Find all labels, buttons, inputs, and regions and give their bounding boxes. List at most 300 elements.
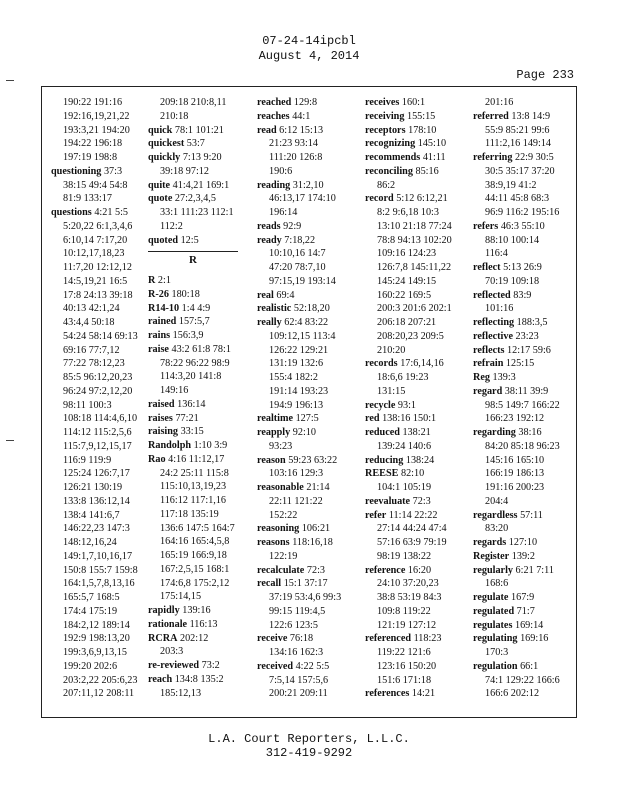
index-entry: [257, 137, 364, 151]
index-word: re-reviewed: [148, 660, 200, 671]
index-word: records: [365, 358, 398, 370]
page-line-refs: 109:12,15 113:4: [269, 330, 336, 342]
page-line-refs: 145:10: [417, 138, 447, 150]
index-word: ready: [257, 234, 282, 246]
index-column-3: [257, 96, 364, 701]
index-word: receiving: [365, 110, 405, 122]
index-entry: [51, 110, 158, 124]
index-entry: [51, 385, 158, 399]
word-index: [41, 96, 577, 714]
index-entry: [365, 137, 472, 151]
index-word: reasoning: [257, 523, 300, 535]
index-entry: [51, 481, 158, 495]
index-entry: [365, 302, 472, 316]
index-entry: [148, 96, 255, 110]
index-entry: [148, 412, 255, 426]
index-entry: [365, 674, 472, 688]
index-entry: [257, 550, 364, 564]
page-line-refs: 53:7: [186, 138, 205, 150]
page-line-refs: 57:16 63:9 79:19: [377, 537, 447, 548]
page-line-refs: 1:10 3:9: [193, 440, 228, 451]
page-line-refs: 116:13: [189, 618, 218, 630]
page-line-refs: 184:2,12 189:14: [63, 619, 130, 631]
index-entry: [473, 316, 580, 330]
page-line-refs: 1:4 4:9: [181, 302, 211, 314]
index-word: reasons: [257, 537, 290, 548]
index-entry: [51, 302, 158, 316]
index-entry: [365, 660, 472, 674]
index-word: referring: [473, 152, 513, 163]
page-line-refs: 138:21: [402, 427, 431, 438]
index-entry: [148, 535, 255, 549]
page-line-refs: 191:14 193:23: [269, 385, 329, 397]
page-line-refs: 190:22 191:16: [63, 97, 123, 108]
page-line-refs: 139:16: [182, 605, 211, 616]
index-entry: [51, 192, 158, 206]
page-line-refs: 156:3,9: [172, 330, 204, 341]
index-entry: [257, 316, 364, 330]
page-line-refs: 30:5 35:17 37:20: [485, 165, 555, 177]
page-line-refs: 115:10,13,19,23: [160, 481, 227, 493]
index-entry: [257, 330, 364, 344]
page-line-refs: 166:6 202:12: [485, 688, 540, 700]
index-word: recycle: [365, 399, 396, 411]
index-entry: [365, 247, 472, 261]
index-word: R-26: [148, 288, 169, 300]
page-line-refs: 10:10,16 14:7: [269, 248, 326, 260]
index-entry: [257, 619, 364, 633]
index-word: record: [365, 193, 394, 205]
index-word: recalculate: [257, 564, 305, 576]
index-entry: [148, 563, 255, 577]
page-line-refs: 23:23: [515, 330, 539, 342]
page-line-refs: 199:20 202:6: [63, 660, 118, 672]
section-letter: R: [148, 251, 238, 268]
page-line-refs: 22:11 121:22: [269, 495, 323, 507]
index-entry: [148, 508, 255, 522]
index-entry: [473, 440, 580, 454]
index-entry: [51, 495, 158, 509]
index-entry: [148, 220, 255, 234]
page-line-refs: 136:6 147:5 164:7: [160, 522, 235, 534]
page-line-refs: 149:1,7,10,16,17: [63, 550, 133, 562]
page-line-refs: 33:1 111:23 112:1: [160, 207, 234, 218]
page-line-refs: 6:10,14 7:17,20: [63, 234, 128, 246]
index-entry: [365, 124, 472, 138]
page-line-refs: 44:1: [292, 110, 311, 122]
page-line-refs: 134:8 135:2: [174, 673, 224, 685]
index-entry: [51, 646, 158, 660]
index-entry: [257, 234, 364, 248]
index-word: regulate: [473, 592, 509, 603]
page-line-refs: 88:10 100:14: [485, 234, 540, 246]
index-entry: [473, 302, 580, 316]
page-line-refs: 97:15,19 193:14: [269, 275, 336, 287]
index-entry: [148, 137, 255, 151]
index-word: regarding: [473, 427, 516, 438]
index-entry: [473, 275, 580, 289]
index-word: rationale: [148, 618, 188, 630]
index-entry: [257, 536, 364, 550]
index-word: realtime: [257, 413, 294, 425]
index-entry: [257, 674, 364, 688]
index-entry: [257, 371, 364, 385]
index-word: regularly: [473, 564, 513, 576]
index-entry: [51, 344, 158, 358]
index-word: regulated: [473, 605, 515, 617]
page-line-refs: 203:2,22 205:6,23: [63, 674, 138, 686]
index-word: R: [148, 275, 156, 286]
page-line-refs: 118:16,18: [292, 537, 333, 548]
page-line-refs: 126:7,8 145:11,22: [377, 262, 452, 273]
index-word: reapply: [257, 427, 291, 438]
index-entry: [365, 192, 472, 206]
index-entry: [365, 371, 472, 385]
index-entry: [257, 399, 364, 413]
page-line-refs: 27:2,3,4,5: [174, 193, 216, 205]
index-word: rains: [148, 330, 171, 341]
index-entry: [148, 179, 255, 193]
index-entry: [257, 165, 364, 179]
index-entry: [148, 425, 255, 439]
index-entry: [473, 357, 580, 371]
page-line-refs: 92:9: [283, 220, 302, 232]
index-word: read: [257, 124, 277, 136]
page-line-refs: 85:16: [415, 165, 439, 177]
page-line-refs: 126:21 130:19: [63, 482, 123, 493]
index-column-5: [473, 96, 580, 701]
index-word: R14-10: [148, 302, 180, 314]
page-line-refs: 166:19 186:13: [485, 468, 545, 480]
index-entry: [257, 495, 364, 509]
page-number: Page 233: [516, 68, 574, 82]
page-line-refs: 190:6: [269, 165, 293, 177]
index-entry: [257, 577, 364, 591]
index-entry: [148, 522, 255, 536]
index-entry: [473, 179, 580, 193]
page-line-refs: 116:12 117:1,16: [160, 495, 227, 506]
index-entry: [365, 261, 472, 275]
page-line-refs: 112:2: [160, 220, 183, 232]
index-word: quite: [148, 179, 171, 191]
page-line-refs: 46:3 55:10: [500, 220, 545, 232]
page-line-refs: 38:15 49:4 54:8: [63, 179, 128, 191]
index-entry: [148, 590, 255, 604]
page-line-refs: 122:6 123:5: [269, 619, 318, 631]
index-entry: [365, 564, 472, 578]
index-entry: [148, 124, 255, 138]
index-entry: [365, 632, 472, 646]
page-line-refs: 106:21: [301, 523, 331, 535]
index-entry: [257, 151, 364, 165]
index-entry: [365, 96, 472, 110]
index-word: regulating: [473, 633, 518, 645]
index-entry: [51, 591, 158, 605]
page-line-refs: 188:3,5: [516, 317, 548, 328]
index-entry: [473, 289, 580, 303]
index-entry: [51, 220, 158, 234]
index-word: quote: [148, 193, 173, 205]
page-line-refs: 165:19 166:9,18: [160, 550, 227, 561]
index-word: reflect: [473, 262, 501, 273]
page-line-refs: 138:24: [405, 454, 435, 466]
index-word: receptors: [365, 124, 406, 136]
index-entry: [257, 440, 364, 454]
page-line-refs: 71:7: [516, 605, 535, 617]
index-entry: [51, 137, 158, 151]
index-word: reaches: [257, 110, 290, 122]
page-line-refs: 197:19 198:8: [63, 152, 118, 163]
index-entry: [257, 632, 364, 646]
index-word: quickest: [148, 138, 185, 150]
page-line-refs: 185:12,13: [160, 687, 202, 699]
index-entry: [148, 632, 255, 646]
page-line-refs: 6:21 7:11: [515, 564, 554, 576]
index-entry: [473, 509, 580, 523]
index-entry: [51, 165, 158, 179]
page-line-refs: 170:3: [485, 647, 509, 658]
index-word: Register: [473, 550, 510, 562]
index-entry: [148, 384, 255, 398]
index-entry: [257, 179, 364, 193]
page-line-refs: 109:16 124:23: [377, 248, 437, 260]
index-entry: [257, 426, 364, 440]
page-line-refs: 41:11: [422, 152, 446, 163]
index-word: refrain: [473, 358, 504, 370]
index-word: reached: [257, 97, 292, 108]
index-entry: [473, 151, 580, 165]
page-line-refs: 104:1 105:19: [377, 482, 432, 493]
index-column-1: [51, 96, 158, 701]
index-entry: [473, 165, 580, 179]
page-line-refs: 174:4 175:19: [63, 605, 118, 617]
index-entry: [473, 674, 580, 688]
index-word: RCRA: [148, 632, 178, 644]
page-line-refs: 86:2: [377, 179, 396, 191]
page-line-refs: 155:4 182:2: [269, 372, 318, 383]
index-entry: [473, 137, 580, 151]
index-entry: [473, 619, 580, 633]
page-line-refs: 22:9 30:5: [514, 152, 554, 163]
index-entry: [473, 522, 580, 536]
page-line-refs: 83:20: [485, 523, 509, 535]
index-entry: [148, 302, 255, 316]
page-line-refs: 109:8 119:22: [377, 605, 431, 617]
index-entry: [148, 618, 255, 632]
index-entry: [51, 289, 158, 303]
index-entry: [473, 632, 580, 646]
page-line-refs: 14:21: [411, 688, 436, 700]
index-entry: [257, 454, 364, 468]
page-line-refs: 126:22 129:21: [269, 344, 329, 356]
page-line-refs: 115:7,9,12,15,17: [63, 440, 132, 452]
index-entry: [365, 481, 472, 495]
index-entry: [257, 124, 364, 138]
index-entry: [148, 659, 255, 673]
page-line-refs: 117:18 135:19: [160, 508, 219, 520]
page-line-refs: 24:2 25:11 115:8: [160, 467, 229, 479]
page-line-refs: 127:5: [295, 413, 319, 425]
index-entry: [51, 577, 158, 591]
page-line-refs: 111:20 126:8: [269, 152, 323, 163]
index-entry: [51, 467, 158, 481]
index-entry: [148, 315, 255, 329]
page-line-refs: 77:22 78:12,23: [63, 358, 125, 370]
index-word: reflective: [473, 330, 513, 342]
index-entry: [473, 481, 580, 495]
page-line-refs: 149:16: [160, 385, 189, 396]
page-line-refs: 129:8: [293, 97, 318, 108]
index-word: reading: [257, 179, 291, 191]
index-word: referenced: [365, 633, 412, 645]
index-entry: [148, 234, 255, 248]
page-line-refs: 169:16: [520, 633, 549, 645]
index-entry: [365, 385, 472, 399]
index-word: refers: [473, 220, 499, 232]
page-line-refs: 121:19 127:12: [377, 619, 437, 631]
index-entry: [51, 536, 158, 550]
index-entry: [51, 316, 158, 330]
index-word: refer: [365, 509, 387, 521]
page-line-refs: 74:1 129:22 166:6: [485, 674, 560, 686]
index-entry: [257, 412, 364, 426]
index-entry: [473, 220, 580, 234]
index-word: rained: [148, 316, 177, 328]
index-word: reduced: [365, 427, 400, 438]
index-entry: [365, 509, 472, 523]
index-word: reevaluate: [365, 495, 411, 507]
index-entry: [473, 536, 580, 550]
page-line-refs: 206:18 207:21: [377, 317, 437, 328]
page-line-refs: 31:2,10: [292, 179, 324, 191]
page-line-refs: 37:19 53:4,6 99:3: [269, 592, 342, 603]
page-line-refs: 210:20: [377, 344, 406, 356]
index-entry: [51, 234, 158, 248]
index-entry: [51, 619, 158, 633]
page-line-refs: 4:16 11:12,17: [168, 453, 225, 465]
page-line-refs: 13:8 14:9: [511, 110, 551, 122]
index-entry: [365, 206, 472, 220]
index-entry: [51, 674, 158, 688]
page-line-refs: 98:11 100:3: [63, 399, 112, 411]
page-line-refs: 136:14: [177, 398, 206, 410]
page-line-refs: 66:1: [520, 660, 539, 672]
index-entry: [51, 687, 158, 701]
page-line-refs: 207:11,12 208:11: [63, 688, 135, 700]
page-line-refs: 62:4 83:22: [284, 317, 329, 328]
page-line-refs: 98:19 138:22: [377, 550, 432, 562]
index-entry: [473, 261, 580, 275]
index-entry: [51, 371, 158, 385]
page-line-refs: 96:24 97:2,12,20: [63, 385, 133, 397]
page-line-refs: 175:14,15: [160, 591, 202, 603]
page-line-refs: 148:12,16,24: [63, 537, 117, 548]
index-entry: [257, 646, 364, 660]
index-word: regardless: [473, 509, 518, 521]
index-word: reconciling: [365, 165, 413, 177]
index-entry: [365, 344, 472, 358]
page-line-refs: 114:3,20 141:8: [160, 371, 222, 383]
page-line-refs: 15:1 37:17: [283, 578, 328, 590]
index-entry: [51, 660, 158, 674]
page-line-refs: 46:13,17 174:10: [269, 193, 336, 205]
index-entry: [473, 564, 580, 578]
index-entry: [365, 495, 472, 509]
page-line-refs: 2:1: [157, 275, 171, 286]
index-entry: [148, 288, 255, 302]
index-entry: [473, 412, 580, 426]
index-entry: [473, 344, 580, 358]
page-line-refs: 201:16: [485, 97, 514, 108]
index-entry: [473, 399, 580, 413]
index-entry: [365, 110, 472, 124]
index-word: reflected: [473, 289, 511, 301]
index-entry: [51, 261, 158, 275]
index-entry: [148, 604, 255, 618]
page-line-refs: 192:16,19,21,22: [63, 110, 130, 122]
index-word: raised: [148, 398, 175, 410]
index-entry: [365, 591, 472, 605]
page-line-refs: 78:22 96:22 98:9: [160, 357, 230, 369]
transcript-date: August 4, 2014: [258, 49, 360, 63]
page-line-refs: 10:12,17,18,23: [63, 248, 125, 260]
index-word: recommends: [365, 152, 421, 163]
index-entry: [365, 220, 472, 234]
page-line-refs: 167:2,5,15 168:1: [160, 563, 230, 575]
index-entry: [51, 124, 158, 138]
index-entry: [473, 454, 580, 468]
index-entry: [257, 220, 364, 234]
page-line-refs: 167:9: [511, 592, 535, 603]
page-line-refs: 191:16 200:23: [485, 482, 545, 493]
page-line-refs: 14:5,19,21 16:5: [63, 275, 128, 287]
index-word: reason: [257, 454, 286, 466]
index-entry: [148, 206, 255, 220]
index-entry: [148, 480, 255, 494]
page-line-refs: 13:10 21:18 77:24: [377, 220, 452, 232]
index-entry: [473, 330, 580, 344]
index-entry: [257, 385, 364, 399]
page-line-refs: 119:22 121:6: [377, 647, 431, 658]
page-line-refs: 145:24 149:15: [377, 275, 437, 287]
index-column-2: [148, 96, 255, 700]
index-entry: [473, 591, 580, 605]
index-entry: [365, 289, 472, 303]
page-line-refs: 103:16 129:3: [269, 468, 324, 480]
page-line-refs: 98:5 149:7 166:22: [485, 399, 560, 411]
index-entry: [365, 330, 472, 344]
index-word: regulation: [473, 660, 518, 672]
page-line-refs: 202:12: [179, 632, 209, 644]
page-line-refs: 116:9 119:9: [63, 454, 112, 466]
page-line-refs: 192:9 198:13,20: [63, 633, 130, 645]
page-line-refs: 138:4 141:6,7: [63, 509, 120, 521]
index-entry: [257, 302, 364, 316]
index-entry: [365, 179, 472, 193]
page-line-refs: 84:20 85:18 96:23: [485, 440, 560, 452]
index-entry: [473, 96, 580, 110]
page-line-refs: 209:18 210:8,11: [160, 97, 227, 108]
page-line-refs: 131:15: [377, 385, 406, 397]
page-line-refs: 150:8 155:7 159:8: [63, 564, 138, 576]
index-entry: [51, 454, 158, 468]
page-line-refs: 199:3,6,9,13,15: [63, 647, 127, 658]
page-line-refs: 155:15: [406, 110, 436, 122]
page-line-refs: 160:1: [401, 97, 426, 108]
index-entry: [257, 467, 364, 481]
index-word: Rao: [148, 453, 166, 465]
index-entry: [473, 495, 580, 509]
